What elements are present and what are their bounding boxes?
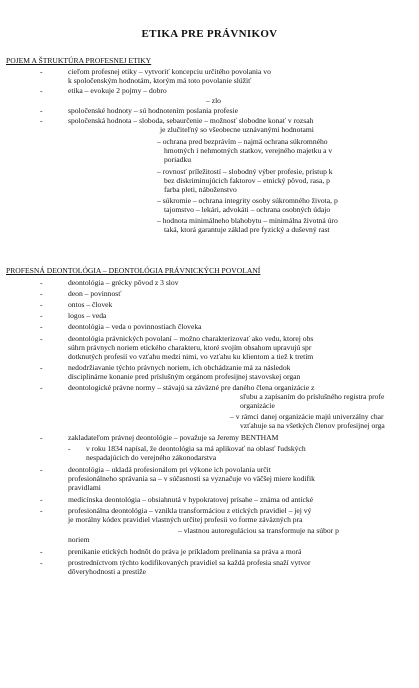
section-heading-profesna-etika: POJEM A ŠTRUKTÚRA PROFESNEJ ETIKY: [6, 56, 152, 65]
bullet-dash: -: [40, 106, 43, 115]
text-line: cieľom profesnej etiky – vytvoriť koncepciu určitého povolania vo: [68, 67, 271, 76]
text-line: hmotných i nehmotných statkov, verejného majetku a v: [164, 146, 333, 155]
text-line: deontologické právne normy – stávajú sa záväzné pre daného člena organizácie z: [68, 383, 315, 392]
text-line: ontos – človek: [68, 300, 113, 309]
bullet-dash: -: [40, 311, 43, 320]
text-line: – rovnosť príležitostí – slobodný výber profesie, prístup k: [157, 167, 333, 176]
bullet-dash: -: [40, 334, 43, 343]
bullet-dash: -: [40, 506, 43, 515]
text-line: deontológia – veda o povinnostiach človeka: [68, 322, 202, 331]
bullet-dash: -: [40, 547, 43, 556]
text-line: dotknutých profesií vo vzťahu medzi nimi, vo vzťahu ku klientom a tiež k tretím: [68, 352, 314, 361]
text-line: disciplinárne konanie pred príslušným orgánom profesijnej stavovskej organ: [68, 372, 301, 381]
text-line: nespadajúcich do verejného zákonodarstva: [86, 453, 217, 462]
text-line: spoločenská hodnota – sloboda, sebaurčenie – možnosť slobodne konať v rozsah: [68, 116, 314, 125]
bullet-dash: -: [40, 300, 43, 309]
text-line: k spoločenským hodnotám, ktorým má toto povolanie slúžiť: [68, 76, 252, 85]
bullet-dash: -: [40, 495, 43, 504]
bullet-dash: -: [40, 558, 43, 567]
text-line: profesionálneho správania sa – v súčasnosti sa vyznačuje vo väčšej miere kodifik: [68, 474, 315, 483]
text-line: dôveryhodnosti a prestíže: [68, 567, 147, 576]
bullet-dash: -: [40, 363, 43, 372]
text-line: bez diskriminujúcich faktorov – etnický pôvod, rasa, p: [164, 176, 330, 185]
text-line: medicínska deontológia – obsiahnutá v hypokratovej prísahe – známa od antické: [68, 495, 314, 504]
text-line: deontológia právnických povolaní – možno charakterizovať ako vedu, ktorej obs: [68, 334, 314, 343]
text-line: v roku 1834 napísal, že deontológia sa má aplikovať na oblasť ľudských: [86, 444, 306, 453]
section-heading-deontologia: PROFESNÁ DEONTOLÓGIA – DEONTOLÓGIA PRÁVNICKÝCH POVOLANÍ: [6, 266, 261, 275]
text-line: logos – veda: [68, 311, 107, 320]
text-line: je morálny kódex pravidiel vlastných určitej profesii vo forme záväzných pra: [68, 515, 303, 524]
bullet-dash: -: [40, 322, 43, 331]
bullet-dash: -: [68, 444, 71, 453]
text-line: deon – povinnosť: [68, 289, 122, 298]
bullet-dash: -: [40, 289, 43, 298]
text-line: taká, ktorá garantuje základ pre fyzický a duševný rast: [164, 225, 330, 234]
text-line: organizácie: [240, 401, 275, 410]
bullet-dash: -: [40, 116, 43, 125]
bullet-dash: -: [40, 86, 43, 95]
text-line: – vlastnou autoreguláciou sa transformuje na súbor p: [178, 526, 339, 535]
text-line: etika – evokuje 2 pojmy – dobro: [68, 86, 167, 95]
text-line: súhrn právnych noriem etického charakteru, ktoré svojím obsahom upravujú spr: [68, 343, 312, 352]
text-line: vzťahuje sa na všetkých členov profesijnej orga: [240, 421, 385, 430]
text-line: deontológia – ukladá profesionálom pri výkone ich povolania určit: [68, 465, 271, 474]
text-line: – hodnota minimálneho blahobytu – minimálna životná úro: [157, 216, 338, 225]
text-line: – súkromie – ochrana integrity osoby súkromného života, p: [157, 196, 338, 205]
text-line: spoločenské hodnoty – sú hodnotením poslania profesie: [68, 106, 238, 115]
text-line: deontológia – grécky pôvod z 3 slov: [68, 278, 179, 287]
text-line: je zlučiteľný so všeobecne uznávanými hodnotami: [160, 125, 314, 134]
bullet-dash: -: [40, 278, 43, 287]
document-title: ETIKA PRE PRÁVNIKOV: [141, 28, 278, 40]
bullet-dash: -: [40, 67, 43, 76]
bullet-dash: -: [40, 465, 43, 474]
text-line: farba pleti, náboženstvo: [164, 185, 237, 194]
bullet-dash: -: [40, 433, 43, 442]
text-line: nedodržiavanie týchto právnych noriem, ich obchádzanie má za následok: [68, 363, 291, 372]
bullet-dash: -: [40, 383, 43, 392]
text-line: – ochrana pred bezprávím – najmä ochrana súkromného: [157, 137, 328, 146]
text-line: – zlo: [206, 96, 221, 105]
text-line: pravidlami: [68, 483, 101, 492]
text-line: prenikanie etických hodnôt do práva je príkladom prelínania sa práva a morá: [68, 547, 302, 556]
text-line: tajomstvo – lekári, advokáti – ochrana osobných údajo: [164, 205, 331, 214]
text-line: noriem: [68, 535, 90, 544]
text-line: prostredníctvom týchto kodifikovaných pravidiel sa každá profesia snaží vytvor: [68, 558, 311, 567]
text-line: poriadku: [164, 155, 191, 164]
text-line: sľubu a zapísaním do príslušného registra profe: [240, 392, 385, 401]
text-line: zakladateľom právnej deontológie – považuje sa Jeremy BENTHAM: [68, 433, 279, 442]
text-line: profesionálna deontológia – vznikla transformáciou z etických pravidiel – jej vý: [68, 506, 312, 515]
text-line: – v rámci danej organizácie majú univerzálny char: [230, 412, 384, 421]
